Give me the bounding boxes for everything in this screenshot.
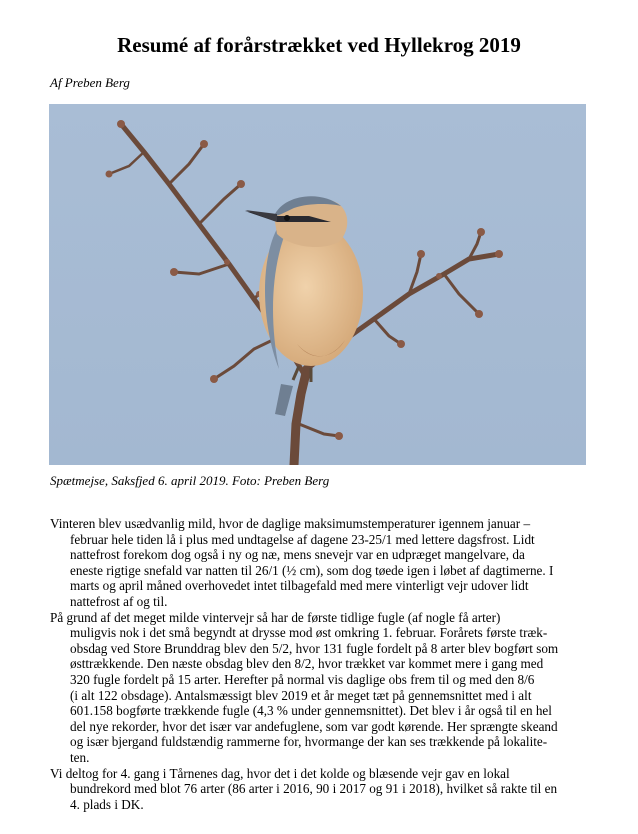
body-line: februar hele tiden lå i plus med undtagelse af dagene 23-25/1 med lettere dagsfrost. Lidt [70, 531, 535, 547]
body-line: eneste rigtige snefald var natten til 26/1 (½ cm), som dog tøede igen i løbet af dagtimerne. I [70, 562, 554, 578]
article-title: Resumé af forårstrækket ved Hyllekrog 2019 [117, 33, 521, 57]
body-line: nattefrost forekom dog også i ny og næ, mens snevejr var en udpræget mangelvare, da [70, 547, 525, 563]
byline: Af Preben Berg [50, 75, 130, 90]
body-line: Vinteren blev usædvanlig mild, hvor de daglige maksimumstemperaturer igennem januar – [50, 516, 531, 531]
photo-caption: Spætmejse, Saksfjed 6. april 2019. Foto: Preben Berg [50, 473, 330, 488]
body-line: ten. [70, 749, 90, 765]
body-line: østtrækkende. Den næste obsdag blev den 8/2, hvor trækket var kommet mere i gang med [70, 656, 544, 672]
body-line: og især bjergand fuldstændig rammerne for, hvormange der kan ses trækkende på lokalite- [70, 734, 548, 750]
bird-eye [284, 215, 290, 221]
body-line: 4. plads i DK. [70, 796, 144, 812]
body-line: marts og april måned overhovedet intet tilbagefald med mere vinterligt vejr udover lidt [70, 578, 529, 594]
body-line: muligvis nok i det små begyndt at drysse mod øst omkring 1. februar. Forårets første træk- [70, 625, 548, 641]
body-line: På grund af det meget milde vintervejr så har de første tidlige fugle (af nogle få arter) [50, 609, 501, 625]
body-line: obsdag ved Store Brunddrag blev den 5/2, hvor 131 fugle fordelt på 8 arter blev bogført som [70, 640, 559, 656]
article-body [50, 516, 595, 812]
body-line: (i alt 122 obsdage). Antalsmæssigt blev 2019 et år meget tæt på gennemsnittet med i alt [70, 687, 532, 703]
body-line: nattefrost af og til. [70, 593, 168, 609]
body-line: Vi deltog for 4. gang i Tårnenes dag, hvor det i det kolde og blæsende vejr gav en lokal [50, 765, 510, 781]
body-line: 601.158 bogførte trækkende fugle (4,3 % under gennemsnittet). Det blev i år også til en hel [70, 703, 552, 719]
body-line: 320 fugle fordelt på 15 arter. Herefter på normal vis daglige obs frem til og med den 8/6 [70, 671, 535, 687]
nuthatch-illustration [49, 104, 586, 465]
nuthatch-photo [49, 104, 586, 465]
body-line: bundrekord med blot 76 arter (86 arter i 2016, 90 i 2017 og 91 i 2018), hvilket så rakte til en [70, 781, 558, 797]
body-line: del nye rekorder, hvor det især var andefuglene, som var godt kørende. Her sprængte skeand [70, 718, 558, 734]
